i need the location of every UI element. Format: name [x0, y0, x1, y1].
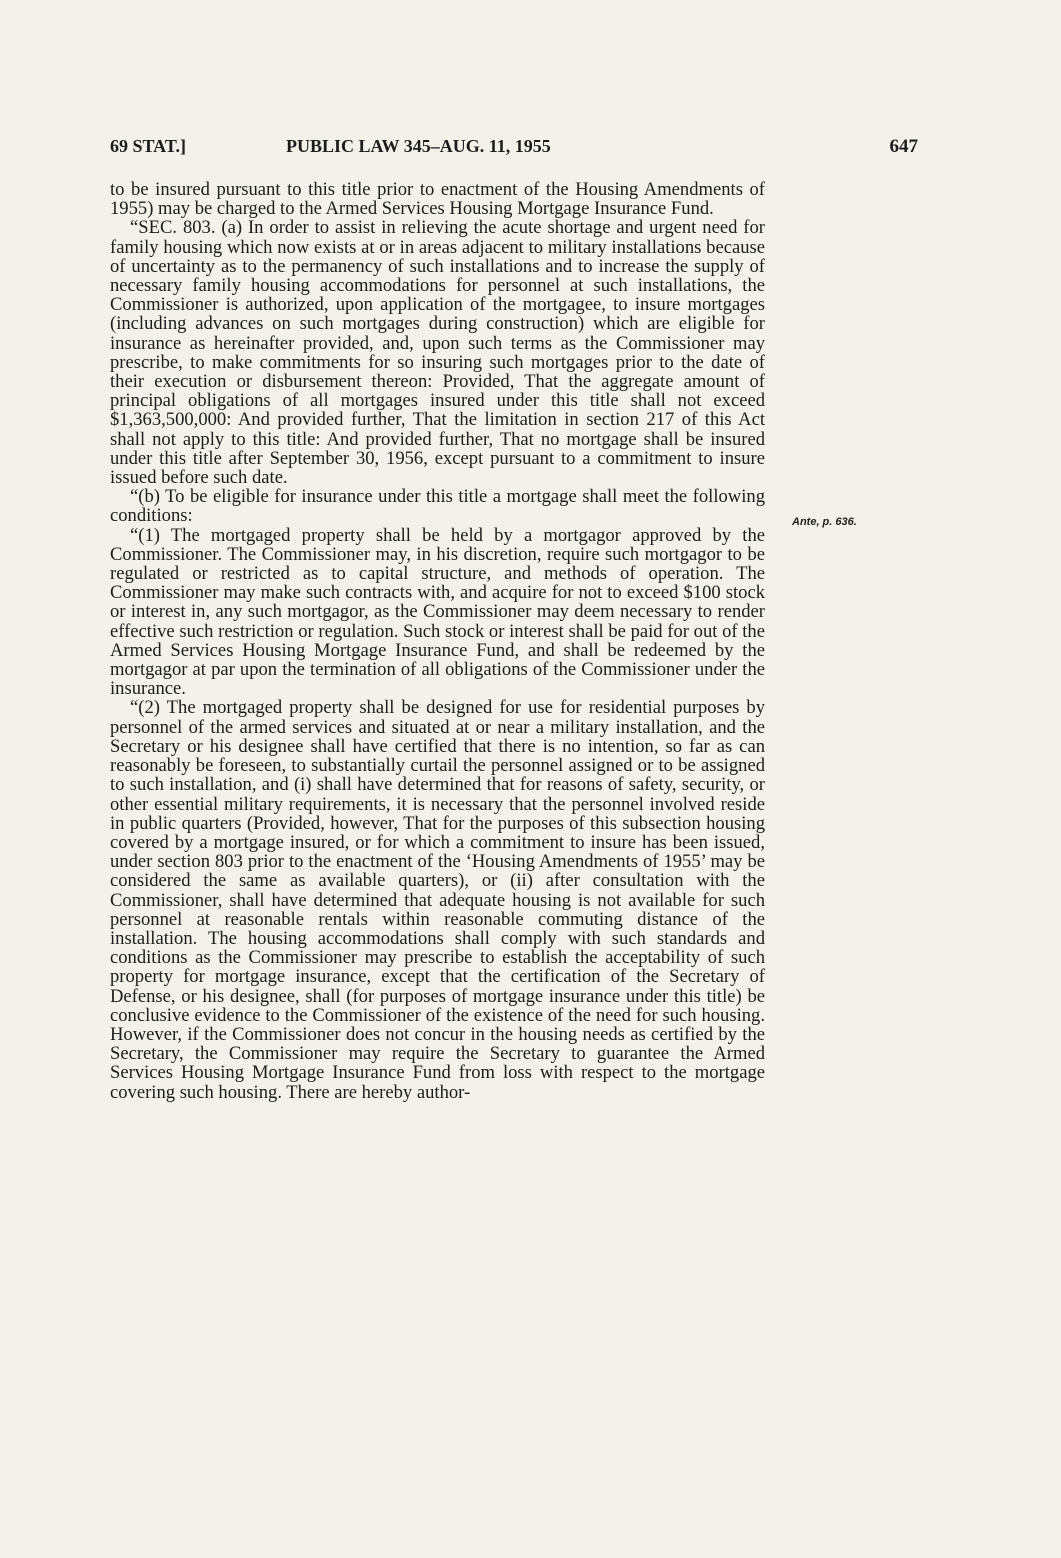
- page-number: 647: [889, 136, 918, 157]
- page-header: [110, 136, 918, 164]
- paragraph: “(1) The mortgaged property shall be held by a mortgagor approved by the Commissioner. The Commissioner may, in his discretion, require such mortgagor to be regulated or restricted as to capital structure, and methods of operation. The Commissioner may make such contracts with, and acquire for not to exceed $100 stock or interest in, any such mortgagor, as the Commissioner may deem necessary to render effective such restriction or regulation. Such stock or interest shall be paid for out of the Armed Services Housing Mortgage Insurance Fund, and shall be redeemed by the mortgagor at par upon the termination of all obligations of the Commissioner under the insurance.: [110, 524, 765, 700]
- volume-citation: 69 STAT.]: [110, 136, 187, 156]
- paragraph: “(b) To be eligible for insurance under this title a mortgage shall meet the following conditions:: [110, 486, 765, 527]
- paragraph: to be insured pursuant to this title prior to enactment of the Housing Amendments of 1955) may be charged to the Armed Services Housing Mortgage Insurance Fund.: [110, 179, 765, 220]
- margin-note: Ante, p. 636.: [792, 516, 857, 528]
- paragraph: “(2) The mortgaged property shall be designed for use for residential purposes by personnel of the armed services and situated at or near a military installation, and the Secretary or his designee shall have certified that there is no intention, so far as can reasonably be foreseen, to substantially curtail the personnel assigned or to be assigned to such installation, and (i) shall have determined that for reasons of safety, security, or other essential military requirements, it is necessary that the personnel involved reside in public quarters (Provided, however, That for the purposes of this subsection housing covered by a mortgage insured, or for which a commitment to insure has been issued, under section 803 prior to the enactment of the ‘Housing Amendments of 1955’ may be considered the same as available quarters), or (ii) after consultation with the Commissioner, shall have determined that adequate housing is not available for such personnel at reasonable rentals within reasonable commuting distance of the installation. The housing accommodations shall comply with such standards and conditions as the Commissioner may prescribe to establish the acceptability of such property for mortgage insurance, except that the certification of the Secretary of Defense, or his designee, shall (for purposes of mortgage insurance under this title) be conclusive evidence to the Commissioner of the existence of the need for such housing. However, if the Commissioner does not concur in the housing needs as certified by the Secretary, the Commissioner may require the Secretary to guarantee the Armed Services Housing Mortgage Insurance Fund from loss with respect to the mortgage covering such housing. There are hereby author-: [110, 697, 765, 1103]
- paragraph: “SEC. 803. (a) In order to assist in relieving the acute shortage and urgent need for family housing which now exists at or in areas adjacent to military installations because of uncertainty as to the permanency of such installations and to increase the supply of necessary family housing accommodations for personnel at such installations, the Commissioner is authorized, upon application of the mortgagee, to insure mortgages (including advances on such mortgages during construction) which are eligible for insurance as hereinafter provided, and, upon such terms as the Commissioner may prescribe, to make commitments for so insuring such mortgages prior to the date of their execution or disbursement thereon: Provided, That the aggregate amount of principal obligations of all mortgages insured under this title shall not exceed $1,363,500,000: And provided further, That the limitation in section 217 of this Act shall not apply to this title: And provided further, That no mortgage shall be insured under this title after September 30, 1956, except pursuant to a commitment to insure issued before such date.: [110, 217, 765, 489]
- law-title: PUBLIC LAW 345–AUG. 11, 1955: [286, 136, 551, 156]
- body-text: [110, 180, 765, 1102]
